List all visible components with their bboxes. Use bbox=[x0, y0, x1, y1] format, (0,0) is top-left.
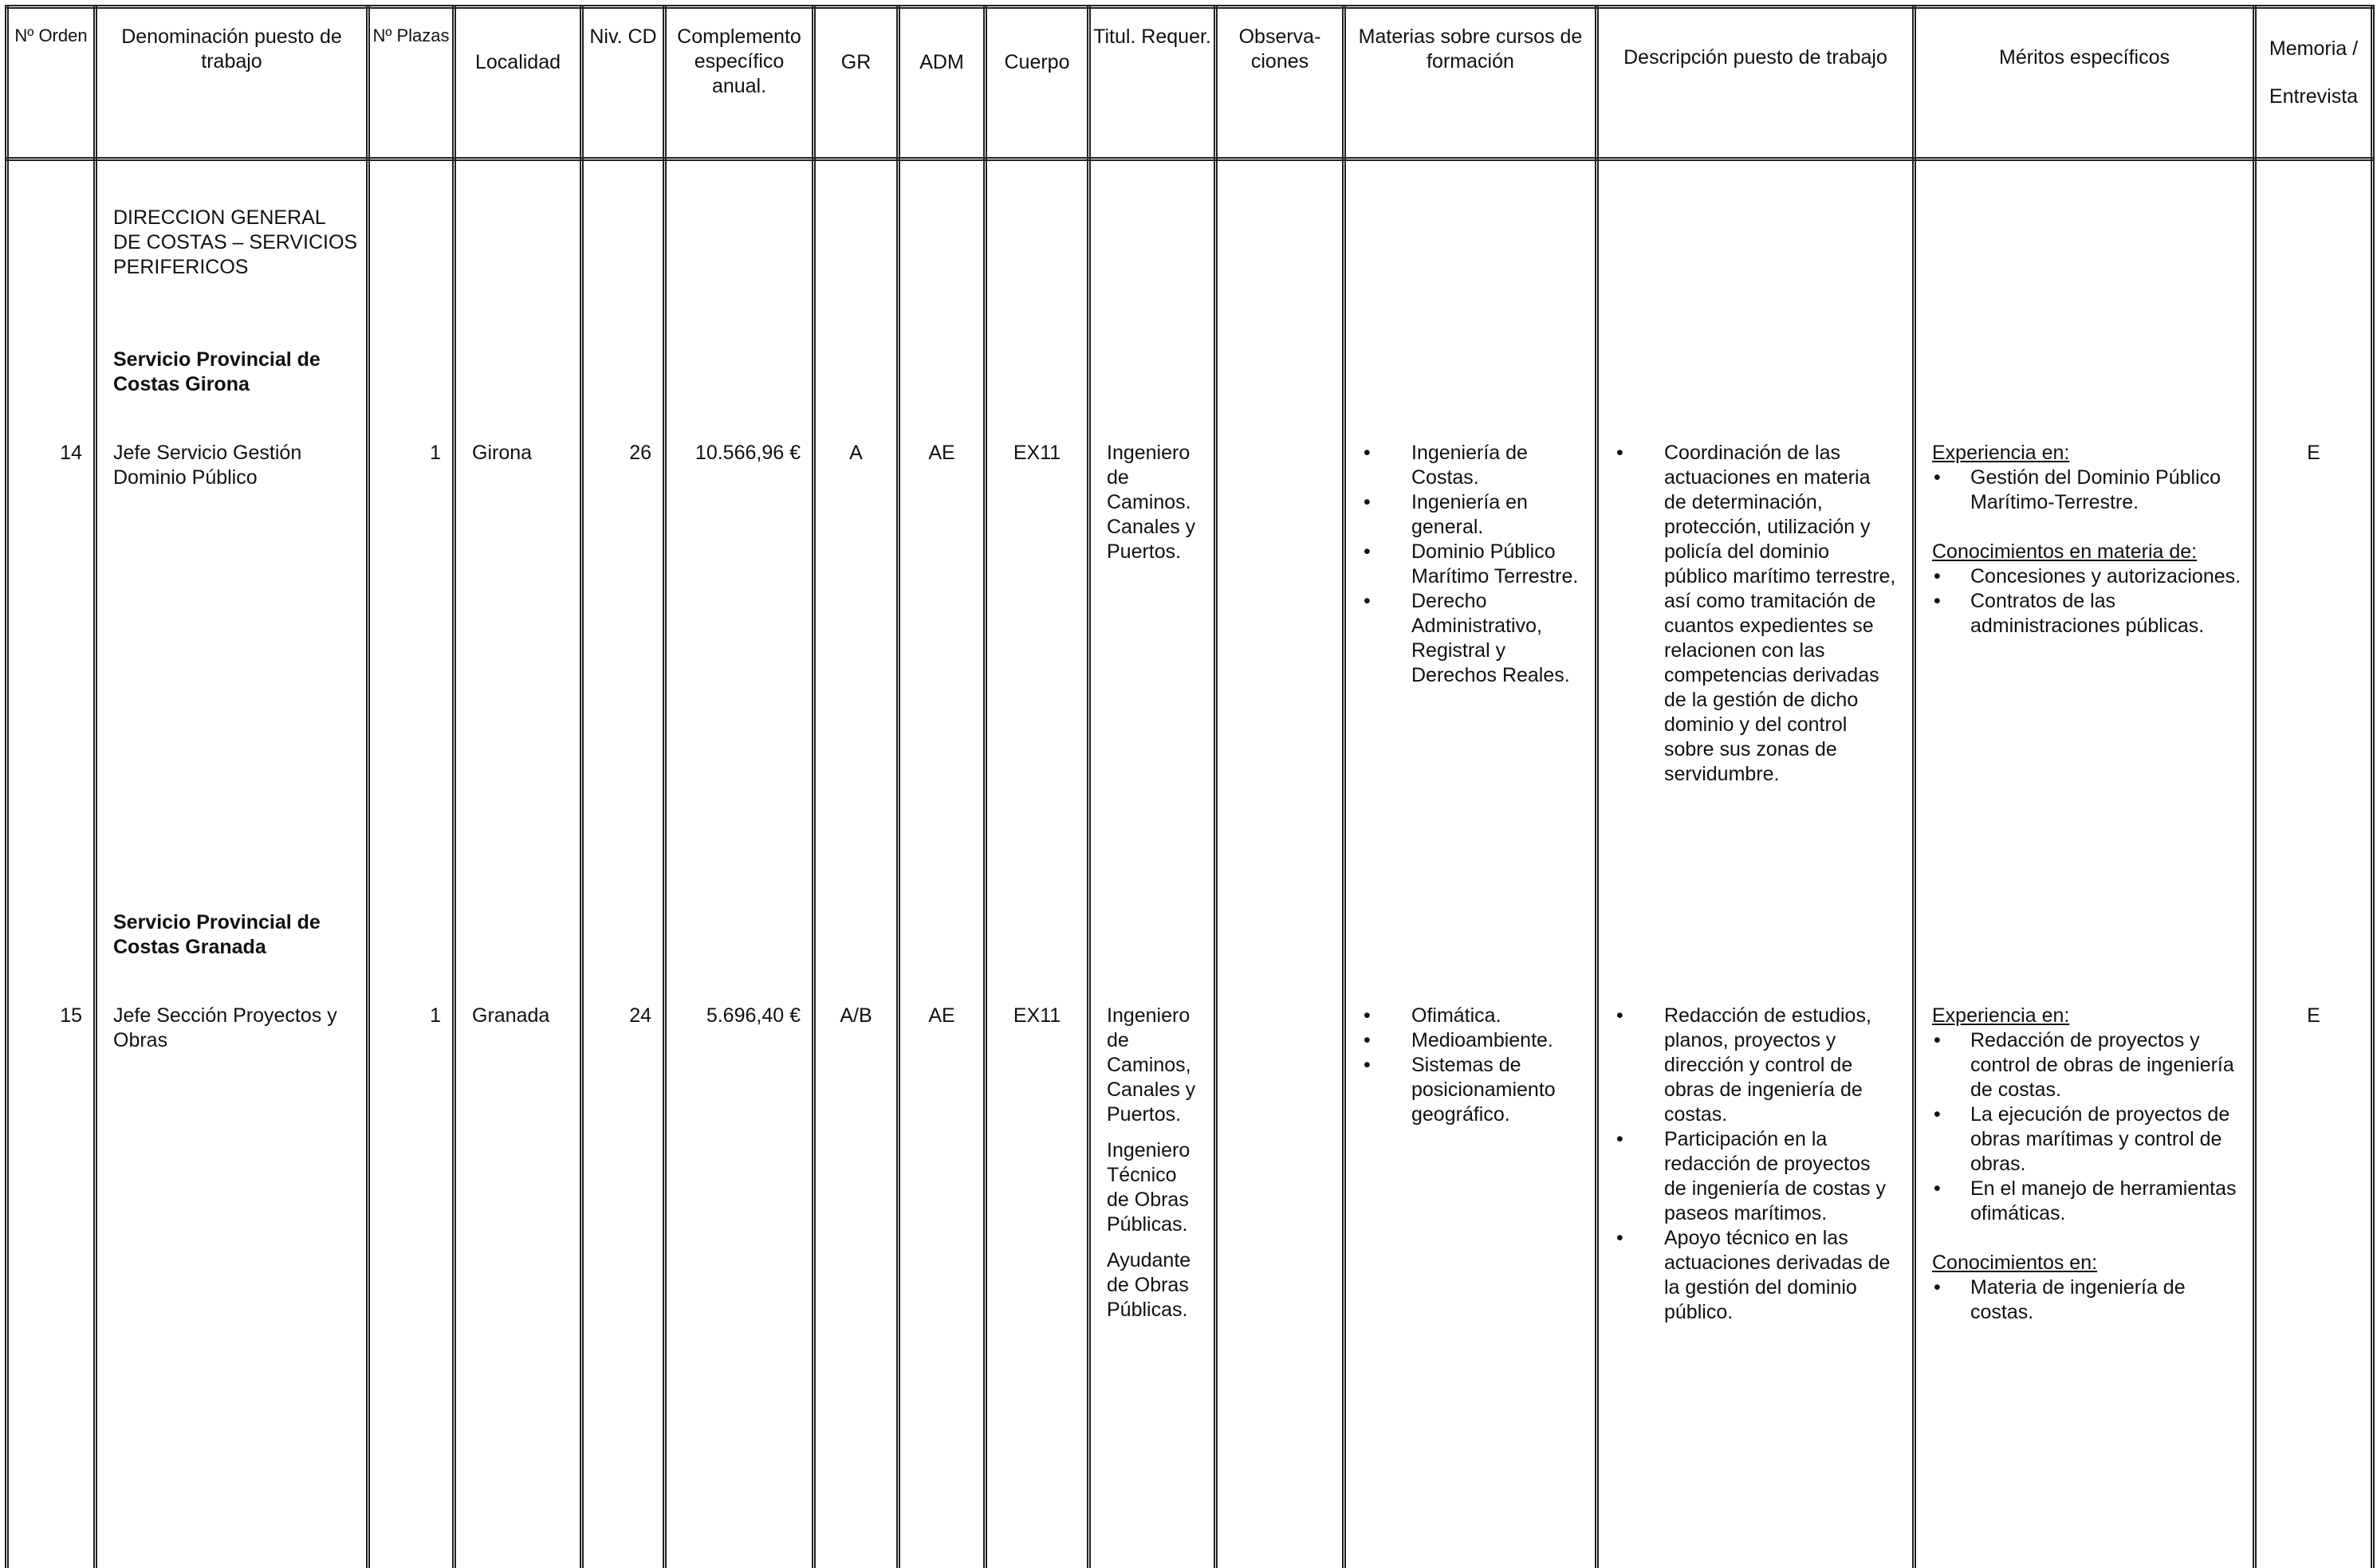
meritos-15 bbox=[1916, 1004, 2253, 1325]
header-nivcd: Niv. CD bbox=[582, 7, 665, 159]
meritos-14 bbox=[1916, 441, 2253, 639]
adm-15: AE bbox=[900, 1004, 983, 1028]
titul-15-0: Ingeniero de Caminos, Canales y Puertos. bbox=[1107, 1004, 1196, 1127]
header-descripcion: Descripción puesto de trabajo bbox=[1597, 7, 1915, 159]
header-complemento: Complemento específico anual. bbox=[665, 7, 814, 159]
header-orden: Nº Orden bbox=[7, 7, 96, 159]
meritos-14-label-0: Experiencia en: bbox=[1916, 441, 2253, 466]
col-plazas bbox=[368, 159, 455, 1568]
service-girona: Servicio Provincial de Costas Girona bbox=[97, 348, 366, 397]
gr-15: A/B bbox=[816, 1004, 896, 1028]
localidad-14: Girona bbox=[456, 441, 580, 466]
col-memoria bbox=[2255, 159, 2373, 1568]
plazas-14: 1 bbox=[370, 441, 452, 466]
orden-15: 15 bbox=[9, 1004, 93, 1028]
descripcion-15-2: • Apoyo técnico en las actuaciones derivadas de la gestión del dominio público. bbox=[1599, 1226, 1896, 1325]
header-titul: Titul. Requer. bbox=[1089, 7, 1216, 159]
meritos-15-0-0: • Redacción de proyectos y control de obras de ingeniería de costas. bbox=[1916, 1028, 2241, 1102]
col-adm bbox=[899, 159, 986, 1568]
org-heading: DIRECCION GENERAL DE COSTAS – SERVICIOS PERIFERICOS bbox=[97, 206, 366, 280]
meritos-14-0-0: • Gestión del Dominio Público Marítimo-Terrestre. bbox=[1916, 466, 2241, 515]
header-gr: GR bbox=[814, 7, 899, 159]
positions-table bbox=[5, 5, 2375, 1568]
denominacion-15: Jefe Sección Proyectos y Obras bbox=[97, 1004, 366, 1053]
titul-14-0: Ingeniero de Caminos. Canales y Puertos. bbox=[1107, 441, 1196, 564]
col-meritos bbox=[1915, 159, 2255, 1568]
header-row bbox=[7, 7, 2373, 159]
materia-15-1: • Medioambiente. bbox=[1346, 1028, 1580, 1053]
header-materias: Materias sobre cursos de formación bbox=[1344, 7, 1597, 159]
meritos-14-label-1: Conocimientos en materia de: bbox=[1916, 540, 2253, 564]
col-orden bbox=[7, 159, 96, 1568]
titul-15-1: Ingeniero Técnico de Obras Públicas. bbox=[1107, 1138, 1196, 1237]
meritos-15-label-0: Experiencia en: bbox=[1916, 1004, 2253, 1028]
materia-14-1: • Ingeniería en general. bbox=[1346, 490, 1580, 540]
header-plazas: Nº Plazas bbox=[368, 7, 455, 159]
titul-15 bbox=[1091, 1004, 1214, 1334]
service-granada: Servicio Provincial de Costas Granada bbox=[97, 910, 366, 960]
meritos-14-1-1: • Contratos de las administraciones públicas. bbox=[1916, 589, 2241, 639]
materia-15-0: • Ofimática. bbox=[1346, 1004, 1580, 1028]
header-adm: ADM bbox=[899, 7, 986, 159]
header-meritos: Méritos específicos bbox=[1915, 7, 2255, 159]
materias-15 bbox=[1346, 1004, 1595, 1127]
materia-14-0: • Ingeniería de Costas. bbox=[1346, 441, 1580, 490]
nivcd-14: 26 bbox=[584, 441, 663, 466]
orden-14: 14 bbox=[9, 441, 93, 466]
col-observaciones bbox=[1216, 159, 1344, 1568]
col-cuerpo bbox=[986, 159, 1089, 1568]
descripcion-15 bbox=[1599, 1004, 1912, 1325]
gr-14: A bbox=[816, 441, 896, 466]
materia-14-3: • Derecho Administrativo, Registral y Derechos Reales. bbox=[1346, 589, 1580, 688]
header-localidad: Localidad bbox=[455, 7, 582, 159]
meritos-15-1-0: • Materia de ingeniería de costas. bbox=[1916, 1275, 2241, 1325]
complemento-14: 10.566,96 € bbox=[667, 441, 812, 466]
header-memoria: Memoria / Entrevista bbox=[2255, 7, 2373, 159]
adm-14: AE bbox=[900, 441, 983, 466]
col-complemento bbox=[665, 159, 814, 1568]
descripcion-14 bbox=[1599, 441, 1912, 787]
complemento-15: 5.696,40 € bbox=[667, 1004, 812, 1028]
localidad-15: Granada bbox=[456, 1004, 580, 1028]
header-denominacion: Denominación puesto de trabajo bbox=[96, 7, 368, 159]
descripcion-15-1: • Participación en la redacción de proyectos de ingeniería de costas y paseos marítimos. bbox=[1599, 1127, 1896, 1226]
denominacion-14: Jefe Servicio Gestión Dominio Público bbox=[97, 441, 366, 490]
nivcd-15: 24 bbox=[584, 1004, 663, 1028]
header-cuerpo: Cuerpo bbox=[986, 7, 1089, 159]
plazas-15: 1 bbox=[370, 1004, 452, 1028]
col-titul bbox=[1089, 159, 1216, 1568]
materia-15-2: • Sistemas de posicionamiento geográfico. bbox=[1346, 1053, 1580, 1127]
materias-14 bbox=[1346, 441, 1595, 688]
col-descripcion bbox=[1597, 159, 1915, 1568]
meritos-15-label-1: Conocimientos en: bbox=[1916, 1251, 2253, 1275]
cuerpo-15: EX11 bbox=[987, 1004, 1087, 1028]
cuerpo-14: EX11 bbox=[987, 441, 1087, 466]
header-observaciones: Observa- ciones bbox=[1216, 7, 1344, 159]
meritos-15-0-2: • En el manejo de herramientas ofimáticas. bbox=[1916, 1177, 2241, 1226]
col-nivcd bbox=[582, 159, 665, 1568]
meritos-14-1-0: • Concesiones y autorizaciones. bbox=[1916, 564, 2241, 589]
body-row bbox=[7, 159, 2373, 1568]
col-gr bbox=[814, 159, 899, 1568]
meritos-15-0-1: • La ejecución de proyectos de obras marítimas y control de obras. bbox=[1916, 1102, 2241, 1177]
titul-15-2: Ayudante de Obras Públicas. bbox=[1107, 1248, 1196, 1322]
col-denominacion bbox=[96, 159, 368, 1568]
memoria-15: E bbox=[2257, 1004, 2371, 1028]
memoria-14: E bbox=[2257, 441, 2371, 466]
descripcion-15-0: • Redacción de estudios, planos, proyectos y dirección y control de obras de ingeniería de costas. bbox=[1599, 1004, 1896, 1127]
materia-14-2: • Dominio Público Marítimo Terrestre. bbox=[1346, 540, 1580, 589]
titul-14 bbox=[1091, 441, 1214, 576]
descripcion-14-0: • Coordinación de las actuaciones en materia de determinación, protección, utilización y policía del dominio público marítimo terrestre, así como tramitación de cuantos expedientes se relacionen con las competencias derivadas de la gestión de dicho dominio y del control sobre sus zonas de servidumbre. bbox=[1599, 441, 1896, 787]
col-materias bbox=[1344, 159, 1597, 1568]
col-localidad bbox=[455, 159, 582, 1568]
